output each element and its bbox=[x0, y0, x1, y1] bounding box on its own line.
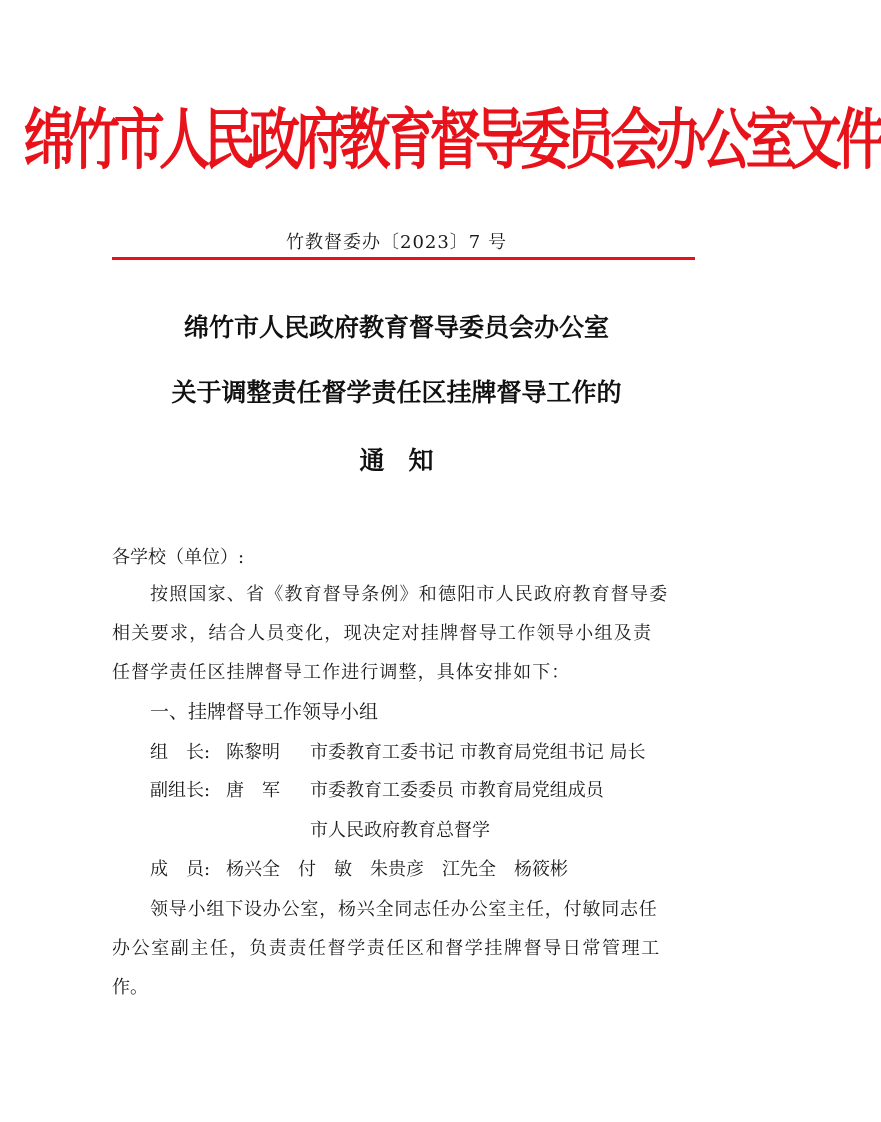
leader-title: 市委教育工委书记 市教育局党组书记 局长 bbox=[310, 742, 646, 763]
salutation: 各学校（单位）: bbox=[112, 547, 245, 568]
paragraph-line: 领导小组下设办公室，杨兴全同志任办公室主任，付敏同志任 bbox=[150, 899, 658, 920]
red-divider bbox=[112, 257, 695, 260]
notice-title-line-1: 绵竹市人民政府教育督导委员会办公室 bbox=[183, 313, 609, 342]
section-heading: 一、挂牌督导工作领导小组 bbox=[150, 701, 379, 723]
paragraph-line: 相关要求，结合人员变化，现决定对挂牌督导工作领导小组及责 bbox=[112, 623, 653, 644]
deputy-title-2: 市人民政府教育总督学 bbox=[310, 820, 490, 841]
paragraph-line: 办公室副主任，负责责任督学责任区和督学挂牌督导日常管理工 bbox=[112, 938, 661, 959]
deputy-title: 市委教育工委委员 市教育局党组成员 bbox=[310, 780, 604, 801]
notice-title-line-3: 通知 bbox=[359, 446, 458, 475]
members-label: 成 员: bbox=[150, 859, 211, 880]
header-title: 绵竹市人民政府教育督导委员会办公室文件 bbox=[23, 101, 881, 179]
leader-label: 组 长: bbox=[150, 742, 211, 763]
paragraph-line: 任督学责任区挂牌督导工作进行调整，具体安排如下： bbox=[112, 662, 571, 683]
paragraph-line: 按照国家、省《教育督导条例》和德阳市人民政府教育督导委 bbox=[150, 584, 669, 605]
paragraph-line: 作。 bbox=[112, 977, 148, 998]
notice-title-line-2: 关于调整责任督学责任区挂牌督导工作的 bbox=[171, 378, 622, 407]
member-names: 杨兴全 付 敏 朱贵彦 江先全 杨筱彬 bbox=[226, 859, 568, 880]
document-number: 竹教督委办〔2023〕7 号 bbox=[286, 232, 507, 253]
leader-name: 陈黎明 bbox=[226, 742, 280, 763]
deputy-label: 副组长: bbox=[150, 780, 211, 801]
deputy-name: 唐 军 bbox=[226, 780, 280, 801]
